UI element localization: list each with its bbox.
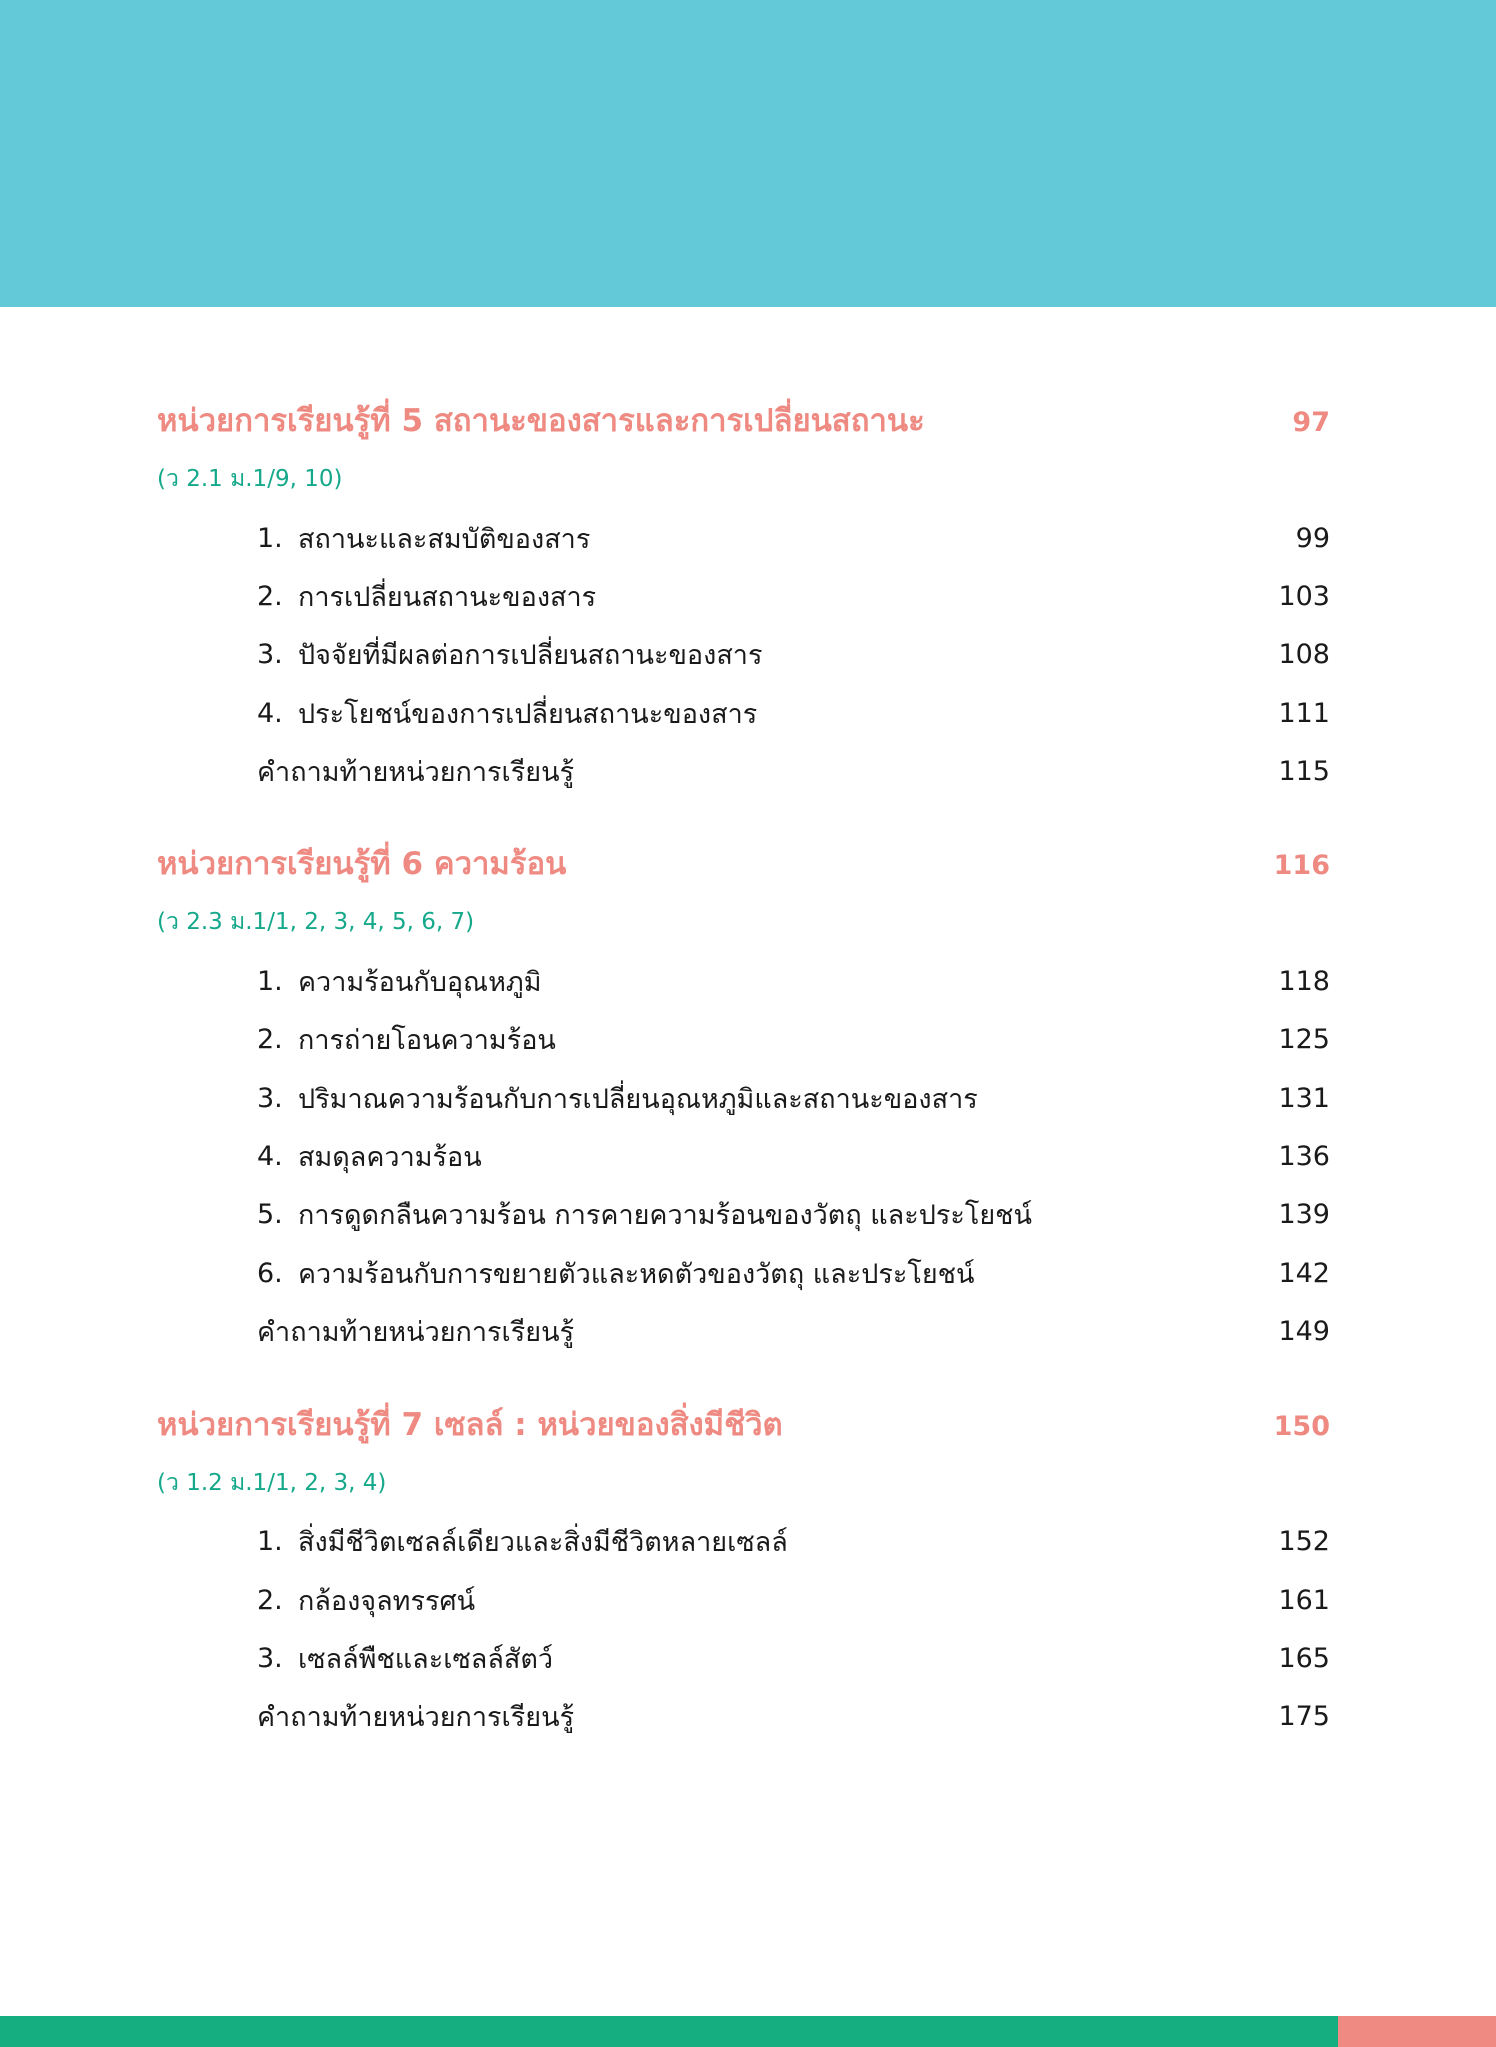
entry-page-number: 111 <box>1278 697 1330 729</box>
toc-entry <box>157 742 1330 800</box>
footer-accent <box>1338 2016 1496 2047</box>
entry-page-number: 131 <box>1278 1082 1330 1114</box>
entry-page-number: 136 <box>1278 1141 1330 1173</box>
toc-entry <box>157 1571 1330 1629</box>
toc-entry <box>157 1186 1330 1244</box>
entry-title: เซลล์พืชและเซลล์สัตว์ <box>298 1643 554 1675</box>
entry-number: 4. <box>257 1141 283 1173</box>
entry-page-number: 152 <box>1278 1526 1330 1558</box>
unit-heading <box>157 395 1330 447</box>
entry-page-number: 103 <box>1278 580 1330 612</box>
unit-standard-code: (ว 2.3 ม.1/1, 2, 3, 4, 5, 6, 7) <box>157 909 475 936</box>
entry-page-number: 149 <box>1278 1315 1330 1347</box>
toc-entry <box>157 1011 1330 1069</box>
unit-title: หน่วยการเรียนรู้ที่ 6 ความร้อน <box>157 846 567 883</box>
toc-entry <box>157 1069 1330 1127</box>
unit-standard-code: (ว 1.2 ม.1/1, 2, 3, 4) <box>157 1469 387 1496</box>
entry-title: ปริมาณความร้อนกับการเปลี่ยนอุณหภูมิและสถานะของสาร <box>298 1083 978 1115</box>
entry-title: สมดุลความร้อน <box>298 1142 482 1174</box>
footer-band <box>0 2016 1338 2047</box>
unit-heading <box>157 838 1330 890</box>
toc-entry <box>157 952 1330 1010</box>
entry-number: 3. <box>257 1642 283 1674</box>
toc-entry <box>157 1687 1330 1745</box>
unit-title: หน่วยการเรียนรู้ที่ 7 เซลล์ : หน่วยของสิ่งมีชีวิต <box>157 1406 783 1443</box>
entry-title: คำถามท้ายหน่วยการเรียนรู้ <box>257 756 575 788</box>
entry-number: 1. <box>257 966 283 998</box>
entry-page-number: 115 <box>1278 755 1330 787</box>
unit-page-number: 97 <box>1292 407 1330 438</box>
entry-title: การดูดกลืนความร้อน การคายความร้อนของวัตถุ และประโยชน์ <box>298 1200 1032 1232</box>
entry-page-number: 175 <box>1278 1701 1330 1733</box>
unit-standard-code: (ว 2.1 ม.1/9, 10) <box>157 466 343 492</box>
entry-title: กล้องจุลทรรศน์ <box>298 1585 476 1617</box>
toc-unit <box>157 1399 1330 1746</box>
toc-entry <box>157 626 1330 684</box>
toc-entry <box>157 1629 1330 1687</box>
entry-title: การถ่ายโอนความร้อน <box>298 1025 556 1057</box>
entry-number: 2. <box>257 580 283 612</box>
entry-title: สิ่งมีชีวิตเซลล์เดียวและสิ่งมีชีวิตหลายเซลล์ <box>298 1527 788 1559</box>
table-of-contents <box>157 395 1330 1784</box>
entry-page-number: 139 <box>1278 1199 1330 1231</box>
entry-number: 4. <box>257 697 283 729</box>
entry-title: คำถามท้ายหน่วยการเรียนรู้ <box>257 1316 575 1348</box>
toc-entry <box>157 1302 1330 1360</box>
entry-number: 3. <box>257 1082 283 1114</box>
entry-page-number: 125 <box>1278 1024 1330 1056</box>
entry-page-number: 161 <box>1278 1584 1330 1616</box>
entry-number: 2. <box>257 1584 283 1616</box>
entry-title: การเปลี่ยนสถานะของสาร <box>298 581 597 613</box>
toc-entry <box>157 1513 1330 1571</box>
entry-title: ความร้อนกับการขยายตัวและหดตัวของวัตถุ และประโยชน์ <box>298 1258 975 1290</box>
toc-entry <box>157 1244 1330 1302</box>
toc-entry <box>157 1127 1330 1185</box>
unit-entries <box>157 509 1330 800</box>
toc-unit <box>157 838 1330 1360</box>
entry-page-number: 142 <box>1278 1257 1330 1289</box>
entry-title: ปัจจัยที่มีผลต่อการเปลี่ยนสถานะของสาร <box>298 640 763 672</box>
entry-title: คำถามท้ายหน่วยการเรียนรู้ <box>257 1702 575 1734</box>
entry-title: ประโยชน์ของการเปลี่ยนสถานะของสาร <box>298 698 758 730</box>
toc-entry <box>157 509 1330 567</box>
toc-entry <box>157 684 1330 742</box>
unit-entries <box>157 1513 1330 1746</box>
entry-title: สถานะและสมบัติของสาร <box>298 523 591 555</box>
entry-number: 5. <box>257 1199 283 1231</box>
entry-title: ความร้อนกับอุณหภูมิ <box>298 967 542 999</box>
unit-page-number: 150 <box>1273 1410 1330 1442</box>
entry-number: 2. <box>257 1024 283 1056</box>
entry-number: 1. <box>257 1526 283 1558</box>
unit-title: หน่วยการเรียนรู้ที่ 5 สถานะของสารและการเปลี่ยนสถานะ <box>157 403 925 439</box>
unit-entries <box>157 952 1330 1360</box>
unit-heading <box>157 1399 1330 1451</box>
toc-entry <box>157 567 1330 625</box>
header-band <box>0 0 1496 307</box>
entry-page-number: 165 <box>1278 1642 1330 1674</box>
entry-page-number: 118 <box>1278 966 1330 998</box>
entry-page-number: 99 <box>1295 522 1330 554</box>
entry-page-number: 108 <box>1278 639 1330 671</box>
unit-page-number: 116 <box>1273 850 1330 882</box>
entry-number: 3. <box>257 639 283 671</box>
toc-unit <box>157 395 1330 800</box>
entry-number: 6. <box>257 1257 283 1289</box>
entry-number: 1. <box>257 522 283 554</box>
